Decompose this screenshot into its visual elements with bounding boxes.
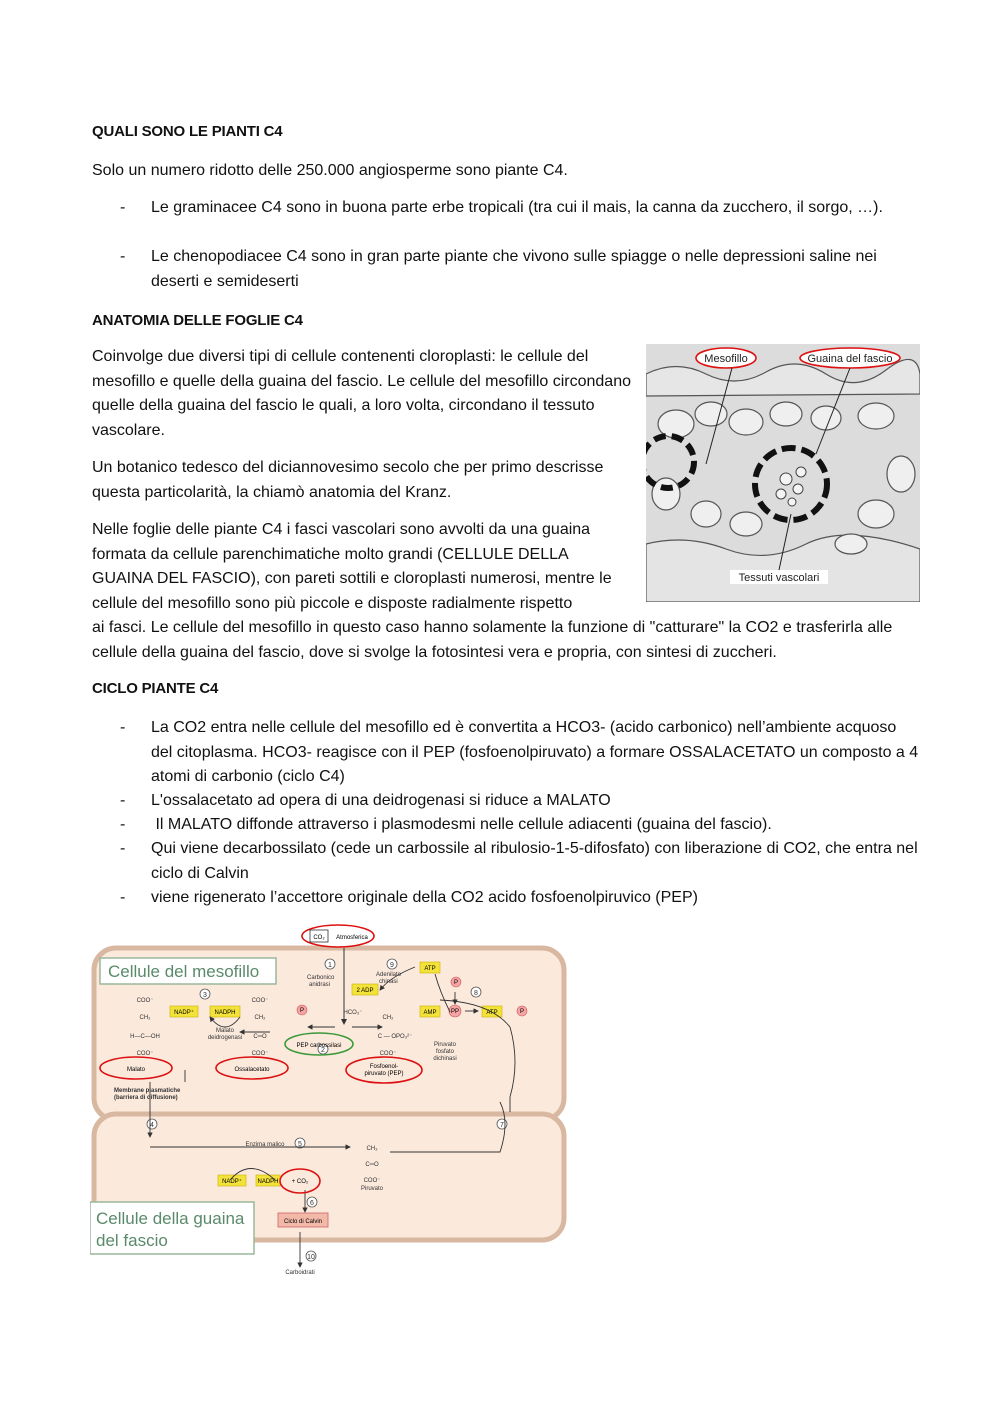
list-item xyxy=(120,813,920,838)
paragraph-anatomy-1: Coinvolge due diversi tipi di cellule contenenti cloroplasti: le cellule del mesofillo e quelle della guaina del fascio. Le cellule del mesofillo circondano quelle della guaina del fascio le quali, a loro volta, circondano il tessuto vascolare. xyxy=(92,348,631,439)
malato-deidrogenasi-label-1: Malato xyxy=(215,1028,235,1034)
atmosferica-label: Atmosferica xyxy=(336,935,368,941)
chem-coo: COO⁻ xyxy=(363,1178,381,1184)
section-title-c4-cycle: CICLO PIANTE C4 xyxy=(92,680,219,697)
step-10: 10 xyxy=(307,1254,315,1261)
list-dash: - xyxy=(120,199,126,216)
list-item-text: Il MALATO diffonde attraverso i plasmodesmi nelle cellule adiacenti (guaina del fascio). xyxy=(151,816,772,833)
adenilato-label: Adenilato xyxy=(376,972,402,978)
anidrasi-label: anidrasi xyxy=(309,982,331,988)
hco3-label: HCO₃⁻ xyxy=(343,1010,363,1016)
nadph-label-bottom: NADPH xyxy=(257,1179,279,1185)
malato-deidrogenasi-label-2: deidrogenasi xyxy=(207,1035,243,1041)
p-label-right: P xyxy=(519,1009,525,1015)
list-item-text: Qui viene decarbossilato (cede un carbossile al ribulosio-1-5-difosfato) con liberazione di CO2, che entra nel ciclo di Calvin xyxy=(151,840,918,882)
chem-ceo: C═O xyxy=(253,1034,267,1040)
enzima-malico-label: Enzima malico xyxy=(245,1142,285,1148)
chem-ch3: CH₃ xyxy=(366,1146,378,1152)
paragraph-anatomy-2: Un botanico tedesco del diciannovesimo secolo che per primo descrisse questa particolarità, la chiamò anatomia del Kranz. xyxy=(92,459,604,501)
step-5: 5 xyxy=(298,1141,302,1148)
label-cellule-guaina-2: del fascio xyxy=(96,1231,168,1250)
list-item-text: L'ossalacetato ad opera di una deidrogenasi si riduce a MALATO xyxy=(151,792,611,809)
atp-label-right: ATP xyxy=(486,1010,498,1016)
chem-ch2: CH₂ xyxy=(254,1015,266,1021)
nadp-plus-label: NADP⁺ xyxy=(174,1010,194,1016)
chem-opo3: C — OPO₃²⁻ xyxy=(377,1034,413,1040)
list-item xyxy=(120,886,920,911)
label-mesofillo: Mesofillo xyxy=(704,353,748,365)
membrane-label-2: (barriera di diffusione) xyxy=(114,1095,178,1101)
chem-coo: COO⁻ xyxy=(251,998,269,1004)
list-item xyxy=(120,245,920,294)
chem-coo: COO⁻ xyxy=(136,1051,154,1057)
p-label-left: P xyxy=(299,1008,305,1014)
step-6: 6 xyxy=(310,1200,314,1207)
piruvato-fosfato-label-2: fosfato xyxy=(435,1049,455,1055)
step-1: 1 xyxy=(328,962,332,969)
section-title-leaf-anatomy: ANATOMIA DELLE FOGLIE C4 xyxy=(92,312,303,329)
chem-choh: H—C—OH xyxy=(130,1034,160,1040)
fosfoenol-label-2: piruvato (PEP) xyxy=(364,1071,404,1077)
step-4: 4 xyxy=(150,1122,154,1129)
chem-coo: COO⁻ xyxy=(379,1051,397,1057)
list-item xyxy=(120,716,920,790)
step-9: 9 xyxy=(390,962,394,969)
ossalacetato-label: Ossalacetato xyxy=(234,1067,270,1073)
c4-pathway-diagram xyxy=(90,922,570,1282)
two-adp-label: 2 ADP xyxy=(356,988,374,994)
list-dash: - xyxy=(120,816,126,833)
p-label-top: P xyxy=(453,980,459,986)
piruvato-fosfato-label-1: Piruvato xyxy=(433,1042,457,1048)
list-item-text: Le graminacee C4 sono in buona parte erbe tropicali (tra cui il mais, la canna da zucchero, il sorgo, …). xyxy=(151,199,883,216)
chem-coo: COO⁻ xyxy=(136,998,154,1004)
amp-label: AMP xyxy=(423,1010,437,1016)
nadp-plus-label-bottom: NADP⁺ xyxy=(222,1179,242,1185)
list-dash: - xyxy=(120,719,126,736)
list-item xyxy=(120,196,920,221)
ciclo-calvin-label: Ciclo di Calvin xyxy=(283,1219,323,1225)
chem-coo: COO⁻ xyxy=(251,1051,269,1057)
label-cellule-mesofillo: Cellule del mesofillo xyxy=(108,962,260,981)
carbonico-label: Carbonico xyxy=(307,975,335,981)
label-cellule-guaina-1: Cellule della guaina xyxy=(96,1209,245,1228)
nadph-label: NADPH xyxy=(214,1010,236,1016)
list-item-text: La CO2 entra nelle cellule del mesofillo ed è convertita a HCO3- (acido carbonico) nell’ambiente acquoso del citoplasma. HCO3- reagisce con il PEP (fosfoenolpiruvato) a formare OSSALACETATO un composto a 4 atomi di carbonio (ciclo C4) xyxy=(151,719,919,785)
plus-co2-label: + CO₂ xyxy=(291,1179,309,1185)
paragraph-anatomy-3: Nelle foglie delle piante C4 i fasci vascolari sono avvolti da una guaina formata da cellule parenchimatiche molto grandi (CELLULE DELLA GUAINA DEL FASCIO), con pareti sottili e cloroplasti numerosi, mentre le cellule del mesofillo sono più piccole e disposte radialmente rispetto xyxy=(92,521,612,612)
list-dash: - xyxy=(120,792,126,809)
step-8: 8 xyxy=(474,990,478,997)
paragraph-intro: Solo un numero ridotto delle 250.000 angiosperme sono piante C4. xyxy=(92,162,568,179)
piruvato-fosfato-label-3: dichinasi xyxy=(433,1056,457,1062)
list-item xyxy=(120,837,920,886)
fosfoenol-label-1: Fosfoenol- xyxy=(369,1064,399,1070)
step-7: 7 xyxy=(500,1122,504,1129)
malato-label: Malato xyxy=(126,1067,146,1073)
chinasi-label: chinasi xyxy=(379,979,398,985)
step-3: 3 xyxy=(203,992,207,999)
pp-label: PP xyxy=(450,1009,460,1015)
list-dash: - xyxy=(120,840,126,857)
chem-ch2: CH₂ xyxy=(139,1015,151,1021)
pep-carbossilasi-label: PEP carbossilasi xyxy=(296,1043,342,1049)
section-title-c4-plants: QUALI SONO LE PIANTI C4 xyxy=(92,123,283,140)
leaf-cross-section-image xyxy=(646,344,920,602)
chem-ch2: CH₂ xyxy=(382,1015,394,1021)
label-tessuti-vascolari: Tessuti vascolari xyxy=(738,572,820,584)
co2-label: CO₂ xyxy=(313,935,325,941)
paragraph-anatomy-3-cont: ai fasci. Le cellule del mesofillo in questo caso hanno solamente la funzione di "catturare" la CO2 e trasferirla alle cellule della guaina del fascio, dove si svolge la fotosintesi vera e propria, con sintesi di zuccheri. xyxy=(92,619,893,661)
list-item xyxy=(120,789,920,814)
list-dash: - xyxy=(120,889,126,906)
atp-label-top: ATP xyxy=(424,966,436,972)
list-dash: - xyxy=(120,248,126,265)
step-2: 2 xyxy=(321,1047,325,1054)
label-guaina-del-fascio: Guaina del fascio xyxy=(807,353,893,365)
list-item-text: viene rigenerato l’accettore originale della CO2 acido fosfoenolpiruvico (PEP) xyxy=(151,889,698,906)
chem-ceo: C═O xyxy=(365,1162,379,1168)
membrane-label-1: Membrane plasmatiche xyxy=(114,1088,181,1094)
list-item-text: Le chenopodiacee C4 sono in gran parte piante che vivono sulle spiagge o nelle depressioni saline nei deserti e semideserti xyxy=(151,248,877,290)
piruvato-label: Piruvato xyxy=(360,1186,384,1192)
carboidrati-label: Carboidrati xyxy=(285,1270,315,1276)
